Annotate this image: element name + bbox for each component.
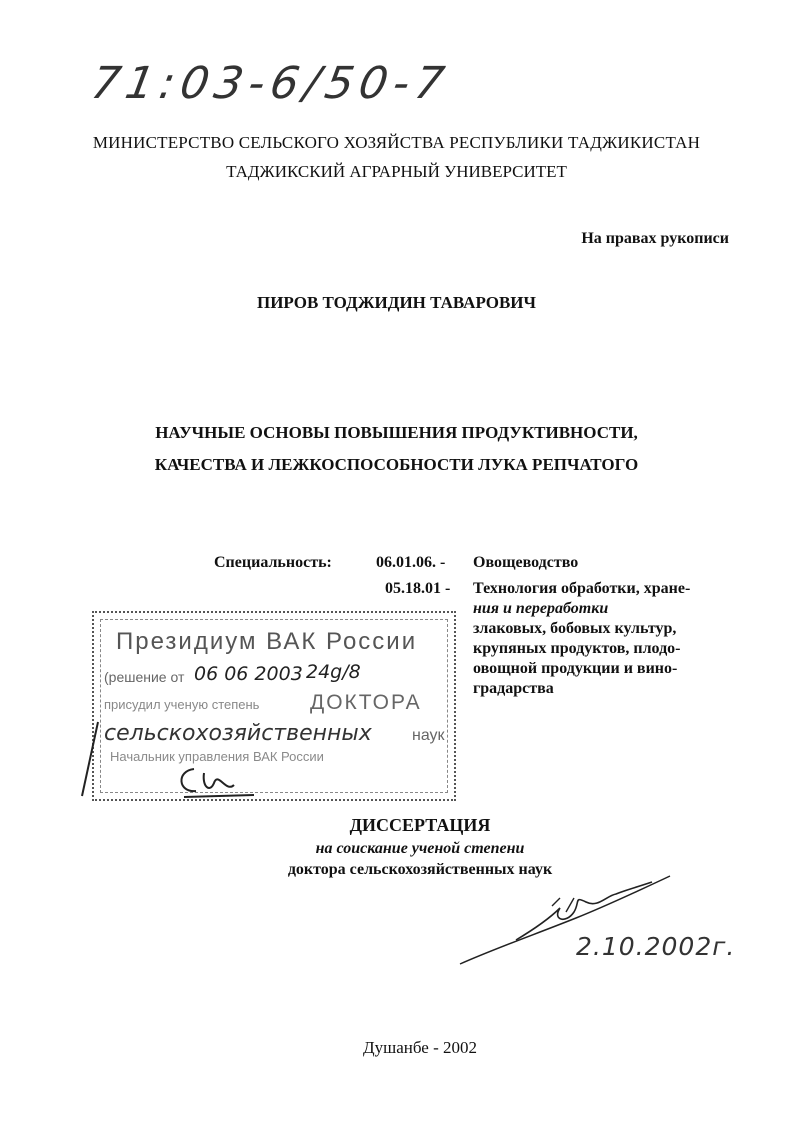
- stamp-number: 24g/8: [306, 661, 361, 683]
- stamp-degree-prefix: присудил ученую степень: [104, 697, 260, 712]
- catalog-number: 71:03-6/50-7: [87, 58, 454, 109]
- specialty-name-2-line: ния и переработки: [473, 600, 609, 617]
- city-year: Душанбе - 2002: [363, 1038, 477, 1057]
- specialty-code-1: 06.01.06. -: [376, 554, 446, 571]
- dissertation-title: ДИССЕРТАЦИЯ: [349, 815, 491, 835]
- stamp-sciences: наук: [412, 727, 445, 744]
- dissertation-degree: доктора сельскохозяйственных наук: [287, 861, 553, 878]
- specialty-name-2-line: градарства: [473, 680, 554, 697]
- university-name: ТАДЖИКСКИЙ АГРАРНЫЙ УНИВЕРСИТЕТ: [226, 162, 567, 181]
- stamp-field: сельскохозяйственных: [104, 721, 372, 746]
- specialty-name-2-line: крупяных продуктов, плодо-: [473, 640, 681, 657]
- thesis-title-line-2: КАЧЕСТВА И ЛЕЖКОСПОСОБНОСТИ ЛУКА РЕПЧАТОГО: [154, 455, 639, 474]
- stamp-chief: Начальник управления ВАК России: [110, 749, 324, 764]
- stamp-header: Президиум ВАК России: [116, 628, 418, 655]
- rights-note: На правах рукописи: [581, 230, 729, 247]
- dissertation-subtitle: на соискание ученой степени: [315, 840, 525, 857]
- stamp-signature-icon: [174, 763, 264, 803]
- specialty-name-2-line: овощной продукции и вино-: [473, 660, 678, 677]
- vak-stamp: [92, 611, 456, 801]
- specialty-name-1: Овощеводство: [473, 554, 579, 571]
- author-name: ПИРОВ ТОДЖИДИН ТАВАРОВИЧ: [256, 293, 536, 312]
- margin-mark-icon: [78, 720, 102, 800]
- specialty-code-2: 05.18.01 -: [385, 580, 451, 597]
- stamp-date: 06 06 2003: [194, 663, 303, 685]
- signature-date: 2.10.2002г.: [576, 932, 736, 961]
- stamp-decision-prefix: (решение от: [104, 669, 185, 685]
- thesis-title-line-1: НАУЧНЫЕ ОСНОВЫ ПОВЫШЕНИЯ ПРОДУКТИВНОСТИ,: [155, 423, 638, 442]
- specialty-name-2-line: злаковых, бобовых культур,: [473, 620, 677, 637]
- ministry-name: МИНИСТЕРСТВО СЕЛЬСКОГО ХОЗЯЙСТВА РЕСПУБЛИКИ ТАДЖИКИСТАН: [92, 133, 701, 152]
- specialty-label: Специальность:: [214, 554, 332, 571]
- stamp-degree-word: ДОКТОРА: [310, 691, 422, 714]
- specialty-name-2-line: Технология обработки, хране-: [473, 580, 691, 597]
- specialty-name-2: [473, 579, 733, 699]
